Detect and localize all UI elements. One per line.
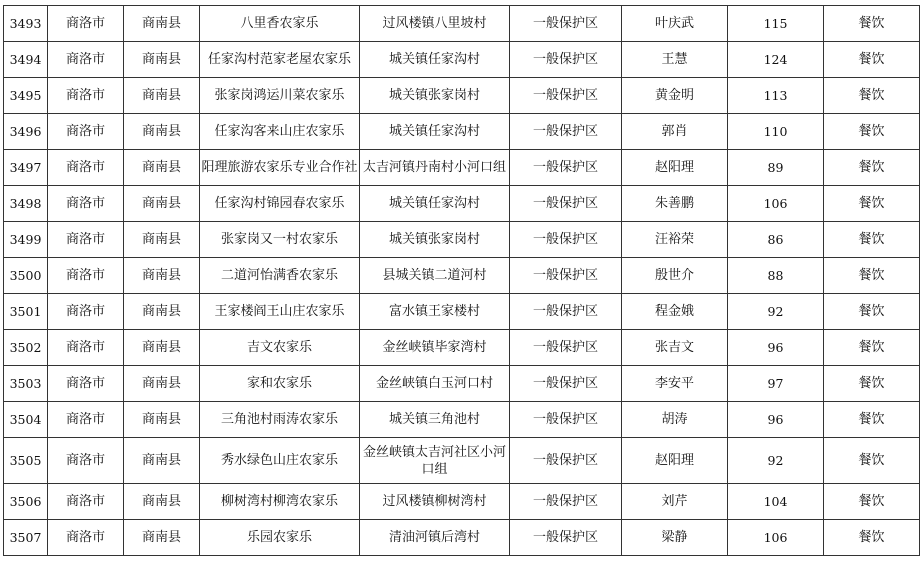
cell-city: 商洛市 bbox=[48, 150, 124, 186]
cell-protection-zone: 一般保护区 bbox=[510, 438, 622, 484]
cell-city: 商洛市 bbox=[48, 6, 124, 42]
cell-number: 106 bbox=[728, 520, 824, 556]
cell-protection-zone: 一般保护区 bbox=[510, 330, 622, 366]
cell-serial-number: 3501 bbox=[4, 294, 48, 330]
cell-business-name: 八里香农家乐 bbox=[200, 6, 360, 42]
cell-address: 太吉河镇丹南村小河口组 bbox=[360, 150, 510, 186]
cell-county: 商南县 bbox=[124, 222, 200, 258]
cell-protection-zone: 一般保护区 bbox=[510, 186, 622, 222]
cell-operator: 梁静 bbox=[622, 520, 728, 556]
cell-county: 商南县 bbox=[124, 150, 200, 186]
cell-county: 商南县 bbox=[124, 366, 200, 402]
cell-address: 城关镇任家沟村 bbox=[360, 186, 510, 222]
cell-serial-number: 3505 bbox=[4, 438, 48, 484]
table-row bbox=[4, 520, 920, 556]
cell-number: 97 bbox=[728, 366, 824, 402]
cell-city: 商洛市 bbox=[48, 42, 124, 78]
cell-address: 富水镇王家楼村 bbox=[360, 294, 510, 330]
cell-city: 商洛市 bbox=[48, 438, 124, 484]
cell-business-name: 张家岗鸿运川菜农家乐 bbox=[200, 78, 360, 114]
cell-operator: 张吉文 bbox=[622, 330, 728, 366]
cell-serial-number: 3495 bbox=[4, 78, 48, 114]
cell-serial-number: 3503 bbox=[4, 366, 48, 402]
cell-operator: 王慧 bbox=[622, 42, 728, 78]
cell-city: 商洛市 bbox=[48, 484, 124, 520]
table-row bbox=[4, 438, 920, 484]
cell-operator: 刘芹 bbox=[622, 484, 728, 520]
cell-address: 清油河镇后湾村 bbox=[360, 520, 510, 556]
cell-serial-number: 3504 bbox=[4, 402, 48, 438]
cell-city: 商洛市 bbox=[48, 520, 124, 556]
cell-city: 商洛市 bbox=[48, 294, 124, 330]
cell-city: 商洛市 bbox=[48, 330, 124, 366]
cell-category: 餐饮 bbox=[824, 78, 920, 114]
cell-operator: 朱善鹏 bbox=[622, 186, 728, 222]
cell-serial-number: 3502 bbox=[4, 330, 48, 366]
cell-category: 餐饮 bbox=[824, 6, 920, 42]
cell-category: 餐饮 bbox=[824, 294, 920, 330]
cell-business-name: 吉文农家乐 bbox=[200, 330, 360, 366]
cell-serial-number: 3499 bbox=[4, 222, 48, 258]
cell-protection-zone: 一般保护区 bbox=[510, 258, 622, 294]
cell-address: 城关镇张家岗村 bbox=[360, 78, 510, 114]
cell-serial-number: 3498 bbox=[4, 186, 48, 222]
cell-address: 过风楼镇八里坡村 bbox=[360, 6, 510, 42]
cell-county: 商南县 bbox=[124, 78, 200, 114]
cell-number: 96 bbox=[728, 330, 824, 366]
cell-number: 113 bbox=[728, 78, 824, 114]
cell-number: 89 bbox=[728, 150, 824, 186]
cell-category: 餐饮 bbox=[824, 438, 920, 484]
cell-address: 金丝峡镇白玉河口村 bbox=[360, 366, 510, 402]
cell-business-name: 柳树湾村柳湾农家乐 bbox=[200, 484, 360, 520]
cell-business-name: 家和农家乐 bbox=[200, 366, 360, 402]
cell-category: 餐饮 bbox=[824, 484, 920, 520]
cell-category: 餐饮 bbox=[824, 150, 920, 186]
table-row bbox=[4, 294, 920, 330]
cell-serial-number: 3497 bbox=[4, 150, 48, 186]
cell-address: 城关镇三角池村 bbox=[360, 402, 510, 438]
cell-protection-zone: 一般保护区 bbox=[510, 366, 622, 402]
cell-operator: 殷世介 bbox=[622, 258, 728, 294]
cell-business-name: 三角池村雨涛农家乐 bbox=[200, 402, 360, 438]
cell-county: 商南县 bbox=[124, 294, 200, 330]
cell-operator: 赵阳理 bbox=[622, 150, 728, 186]
table-row bbox=[4, 258, 920, 294]
cell-city: 商洛市 bbox=[48, 114, 124, 150]
cell-operator: 汪裕荣 bbox=[622, 222, 728, 258]
table-row bbox=[4, 114, 920, 150]
cell-address: 金丝峡镇毕家湾村 bbox=[360, 330, 510, 366]
cell-operator: 李安平 bbox=[622, 366, 728, 402]
cell-operator: 胡涛 bbox=[622, 402, 728, 438]
cell-serial-number: 3507 bbox=[4, 520, 48, 556]
cell-city: 商洛市 bbox=[48, 402, 124, 438]
cell-protection-zone: 一般保护区 bbox=[510, 78, 622, 114]
table-row bbox=[4, 150, 920, 186]
cell-serial-number: 3500 bbox=[4, 258, 48, 294]
cell-protection-zone: 一般保护区 bbox=[510, 114, 622, 150]
cell-number: 124 bbox=[728, 42, 824, 78]
cell-county: 商南县 bbox=[124, 186, 200, 222]
cell-category: 餐饮 bbox=[824, 520, 920, 556]
cell-number: 86 bbox=[728, 222, 824, 258]
cell-operator: 黄金明 bbox=[622, 78, 728, 114]
cell-category: 餐饮 bbox=[824, 186, 920, 222]
cell-address: 县城关镇二道河村 bbox=[360, 258, 510, 294]
cell-county: 商南县 bbox=[124, 330, 200, 366]
cell-business-name: 任家沟客来山庄农家乐 bbox=[200, 114, 360, 150]
cell-address: 城关镇任家沟村 bbox=[360, 42, 510, 78]
cell-address: 城关镇任家沟村 bbox=[360, 114, 510, 150]
cell-number: 104 bbox=[728, 484, 824, 520]
cell-number: 92 bbox=[728, 294, 824, 330]
table-row bbox=[4, 186, 920, 222]
cell-category: 餐饮 bbox=[824, 402, 920, 438]
cell-category: 餐饮 bbox=[824, 42, 920, 78]
cell-category: 餐饮 bbox=[824, 114, 920, 150]
cell-business-name: 王家楼阎王山庄农家乐 bbox=[200, 294, 360, 330]
cell-protection-zone: 一般保护区 bbox=[510, 42, 622, 78]
cell-protection-zone: 一般保护区 bbox=[510, 520, 622, 556]
table-row bbox=[4, 366, 920, 402]
cell-serial-number: 3506 bbox=[4, 484, 48, 520]
cell-number: 110 bbox=[728, 114, 824, 150]
cell-operator: 程金娥 bbox=[622, 294, 728, 330]
cell-business-name: 二道河怡满香农家乐 bbox=[200, 258, 360, 294]
cell-business-name: 乐园农家乐 bbox=[200, 520, 360, 556]
cell-serial-number: 3493 bbox=[4, 6, 48, 42]
cell-serial-number: 3496 bbox=[4, 114, 48, 150]
cell-number: 106 bbox=[728, 186, 824, 222]
cell-number: 96 bbox=[728, 402, 824, 438]
cell-number: 115 bbox=[728, 6, 824, 42]
cell-category: 餐饮 bbox=[824, 258, 920, 294]
cell-city: 商洛市 bbox=[48, 222, 124, 258]
cell-county: 商南县 bbox=[124, 114, 200, 150]
cell-address: 城关镇张家岗村 bbox=[360, 222, 510, 258]
cell-protection-zone: 一般保护区 bbox=[510, 484, 622, 520]
cell-city: 商洛市 bbox=[48, 258, 124, 294]
table-row bbox=[4, 78, 920, 114]
cell-county: 商南县 bbox=[124, 520, 200, 556]
cell-city: 商洛市 bbox=[48, 366, 124, 402]
cell-city: 商洛市 bbox=[48, 186, 124, 222]
cell-category: 餐饮 bbox=[824, 222, 920, 258]
cell-protection-zone: 一般保护区 bbox=[510, 402, 622, 438]
cell-protection-zone: 一般保护区 bbox=[510, 294, 622, 330]
cell-operator: 赵阳理 bbox=[622, 438, 728, 484]
cell-protection-zone: 一般保护区 bbox=[510, 222, 622, 258]
cell-business-name: 阳理旅游农家乐专业合作社 bbox=[200, 150, 360, 186]
table-body bbox=[4, 6, 920, 556]
table-row bbox=[4, 484, 920, 520]
cell-county: 商南县 bbox=[124, 258, 200, 294]
cell-address: 过风楼镇柳树湾村 bbox=[360, 484, 510, 520]
table-row bbox=[4, 6, 920, 42]
cell-operator: 郭肖 bbox=[622, 114, 728, 150]
cell-category: 餐饮 bbox=[824, 330, 920, 366]
cell-county: 商南县 bbox=[124, 484, 200, 520]
cell-city: 商洛市 bbox=[48, 78, 124, 114]
cell-business-name: 秀水绿色山庄农家乐 bbox=[200, 438, 360, 484]
cell-business-name: 张家岗又一村农家乐 bbox=[200, 222, 360, 258]
cell-business-name: 任家沟村范家老屋农家乐 bbox=[200, 42, 360, 78]
cell-protection-zone: 一般保护区 bbox=[510, 6, 622, 42]
cell-address: 金丝峡镇太吉河社区小河口组 bbox=[360, 438, 510, 484]
cell-county: 商南县 bbox=[124, 402, 200, 438]
cell-operator: 叶庆武 bbox=[622, 6, 728, 42]
cell-category: 餐饮 bbox=[824, 366, 920, 402]
cell-protection-zone: 一般保护区 bbox=[510, 150, 622, 186]
cell-serial-number: 3494 bbox=[4, 42, 48, 78]
table-row bbox=[4, 42, 920, 78]
table-row bbox=[4, 330, 920, 366]
table-row bbox=[4, 402, 920, 438]
data-table bbox=[3, 5, 920, 556]
cell-number: 88 bbox=[728, 258, 824, 294]
cell-county: 商南县 bbox=[124, 438, 200, 484]
cell-county: 商南县 bbox=[124, 42, 200, 78]
cell-county: 商南县 bbox=[124, 6, 200, 42]
cell-business-name: 任家沟村锦园春农家乐 bbox=[200, 186, 360, 222]
cell-number: 92 bbox=[728, 438, 824, 484]
table-row bbox=[4, 222, 920, 258]
